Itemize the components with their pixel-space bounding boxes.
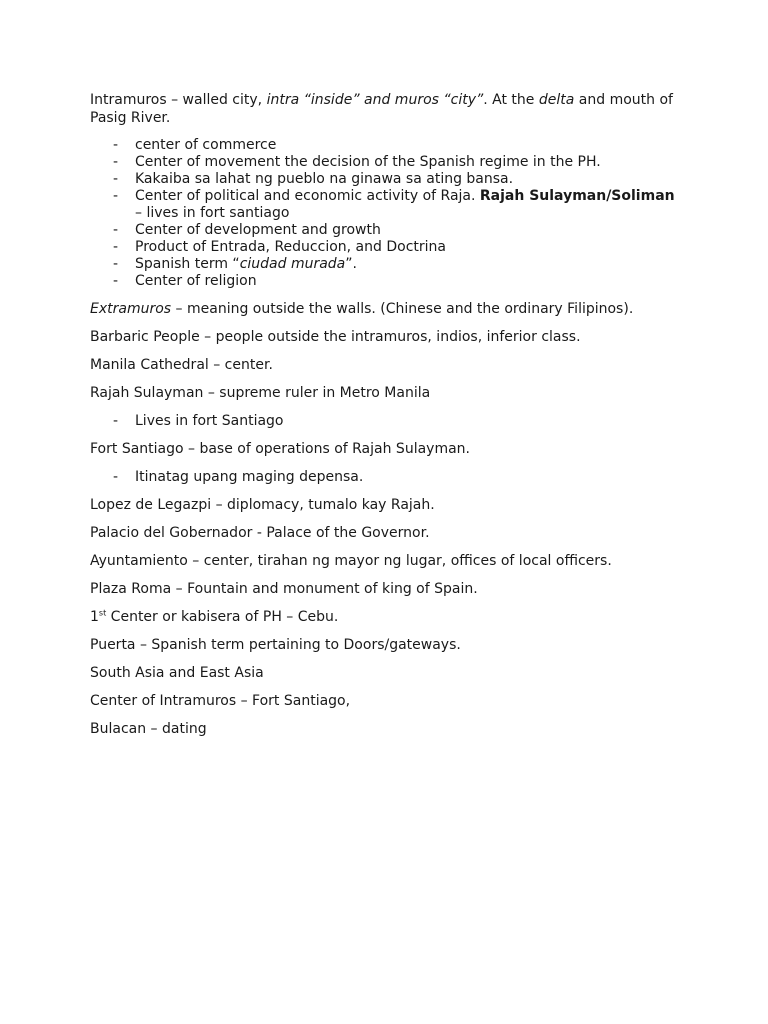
- list-item: - Product of Entrada, Reduccion, and Doctrina: [113, 239, 446, 255]
- bullet-dash: -: [113, 273, 119, 289]
- bullet-dash: -: [113, 222, 119, 238]
- ayuntamiento-line: Ayuntamiento – center, tirahan ng mayor ng lugar, offices of local officers.: [90, 553, 612, 569]
- puerta-line: Puerta – Spanish term pertaining to Doors/gateways.: [90, 637, 461, 653]
- lopez-line: Lopez de Legazpi – diplomacy, tumalo kay Rajah.: [90, 497, 435, 513]
- intro-italic-intra: intra “inside” and muros “city”: [266, 92, 484, 108]
- manila-cathedral-line: Manila Cathedral – center.: [90, 357, 273, 373]
- intro-text-3: and mouth of Pasig River.: [90, 92, 673, 126]
- palacio-line: Palacio del Gobernador - Palace of the Governor.: [90, 525, 430, 541]
- plaza-roma-line: Plaza Roma – Fountain and monument of king of Spain.: [90, 581, 478, 597]
- fort-santiago-line: Fort Santiago – base of operations of Rajah Sulayman.: [90, 441, 470, 457]
- ordinal-superscript: st: [98, 608, 107, 618]
- rajah-sulayman-bullets: [90, 412, 680, 430]
- extramuros-term: Extramuros: [90, 301, 172, 317]
- bulacan-line: Bulacan – dating: [90, 721, 207, 737]
- fort-santiago-bullets: [90, 468, 680, 486]
- bullet-dash: -: [113, 469, 119, 485]
- south-asia-line: South Asia and East Asia: [90, 665, 264, 681]
- barbaric-line: Barbaric People – people outside the intramuros, indios, inferior class.: [90, 329, 581, 345]
- list-item: - Center of movement the decision of the Spanish regime in the PH.: [113, 154, 601, 170]
- list-item: - Spanish term “ciudad murada”.: [113, 256, 357, 272]
- bullet-dash: -: [113, 137, 119, 153]
- intro-text-1: Intramuros – walled city,: [90, 92, 267, 108]
- intramuros-bullet-list: [90, 137, 680, 290]
- rajah-sulayman-bold: Rajah Sulayman/Soliman: [479, 188, 675, 204]
- ciudad-murada-italic: ciudad murada: [239, 256, 346, 272]
- bullet-dash: -: [113, 239, 119, 255]
- intro-paragraph: [90, 91, 680, 127]
- list-item: - Itinatag upang maging depensa.: [113, 469, 364, 485]
- list-item: - Center of political and economic activity of Raja. Rajah Sulayman/Soliman – lives in fort santiago: [113, 188, 675, 221]
- bullet-dash: -: [113, 413, 119, 429]
- extramuros-line: Extramuros – meaning outside the walls. (Chinese and the ordinary Filipinos).: [90, 301, 634, 317]
- bullet-dash: -: [113, 188, 119, 204]
- document-page: [90, 91, 680, 738]
- list-item: - Center of development and growth: [113, 222, 381, 238]
- first-center-line: 1st Center or kabisera of PH – Cebu.: [90, 608, 339, 625]
- list-item: - Kakaiba sa lahat ng pueblo na ginawa sa ating bansa.: [113, 171, 514, 187]
- intro-italic-delta: delta: [538, 92, 575, 108]
- bullet-dash: -: [113, 171, 119, 187]
- bullet-dash: -: [113, 154, 119, 170]
- rajah-sulayman-line: Rajah Sulayman – supreme ruler in Metro Manila: [90, 385, 431, 401]
- intro-text-2: . At the: [483, 92, 539, 108]
- bullet-dash: -: [113, 256, 119, 272]
- list-item: - Center of religion: [113, 273, 257, 289]
- center-intramuros-line: Center of Intramuros – Fort Santiago,: [90, 693, 351, 709]
- list-item: - center of commerce: [113, 137, 277, 153]
- list-item: - Lives in fort Santiago: [113, 413, 284, 429]
